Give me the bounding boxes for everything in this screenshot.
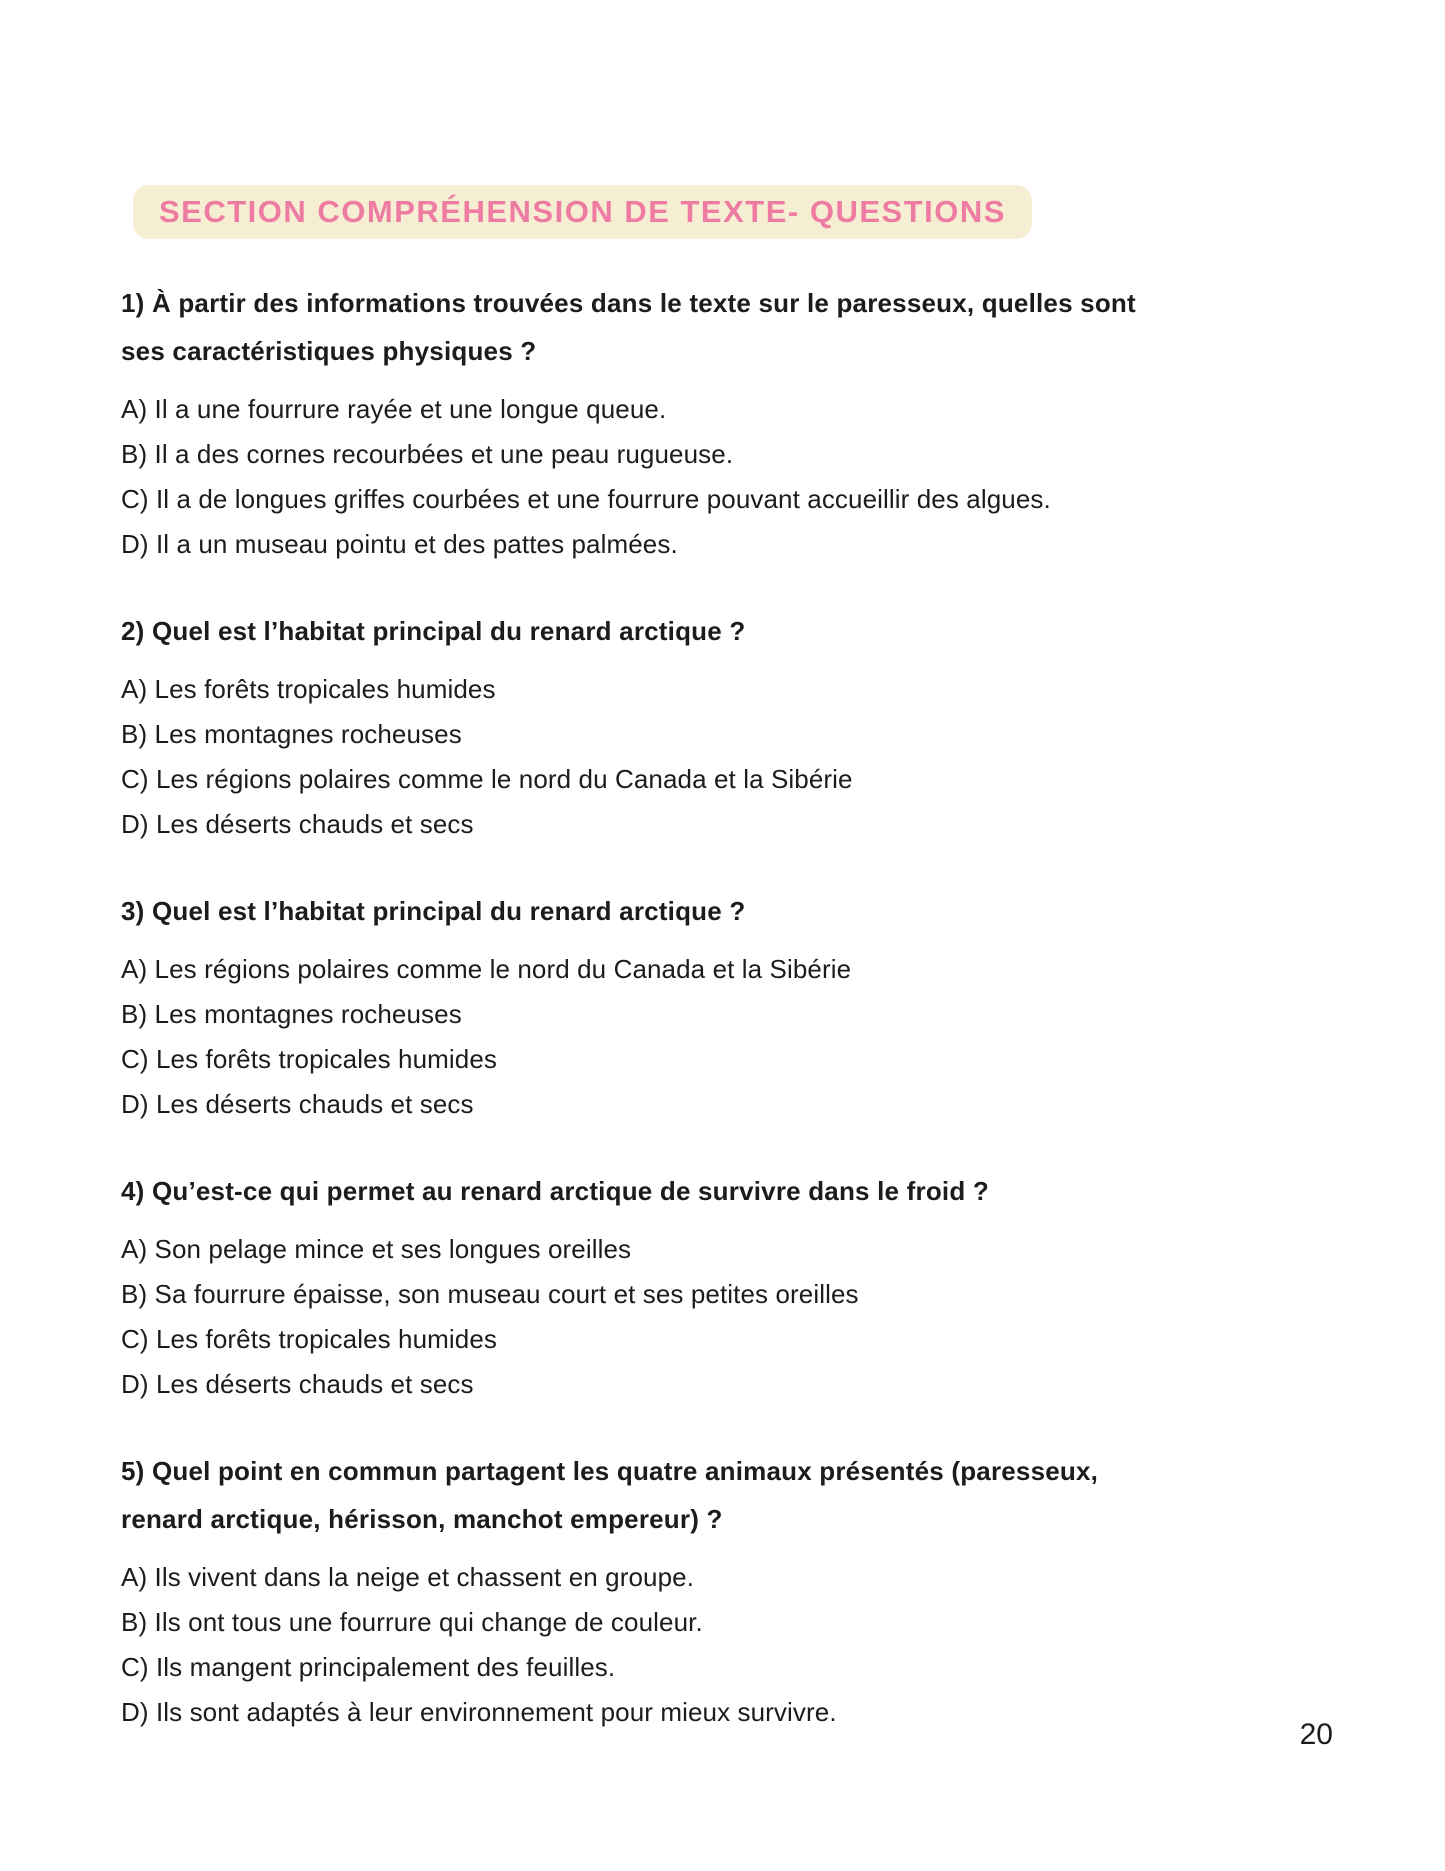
question-3 <box>121 887 1330 1127</box>
question-3-option-b: B) Les montagnes rocheuses <box>121 999 462 1029</box>
question-1-option-b: B) Il a des cornes recourbées et une peau rugueuse. <box>121 439 734 469</box>
section-header-badge: SECTION COMPRÉHENSION DE TEXTE- QUESTIONS <box>133 185 1032 239</box>
question-4-option-c: C) Les forêts tropicales humides <box>121 1324 498 1354</box>
question-2-options <box>121 667 1330 847</box>
question-4-option-b: B) Sa fourrure épaisse, son museau court et ses petites oreilles <box>121 1279 859 1309</box>
question-4-option-d: D) Les déserts chauds et secs <box>121 1369 474 1399</box>
question-2-option-a: A) Les forêts tropicales humides <box>121 674 496 704</box>
question-5-option-c: C) Ils mangent principalement des feuilles. <box>121 1652 616 1682</box>
question-1-option-c: C) Il a de longues griffes courbées et une fourrure pouvant accueillir des algues. <box>121 484 1051 514</box>
question-5 <box>121 1447 1330 1735</box>
question-4-options <box>121 1227 1330 1407</box>
question-3-option-a: A) Les régions polaires comme le nord du Canada et la Sibérie <box>121 954 852 984</box>
page-number: 20 <box>1299 1718 1333 1751</box>
question-3-option-c: C) Les forêts tropicales humides <box>121 1044 498 1074</box>
question-5-option-d: D) Ils sont adaptés à leur environnement pour mieux survivre. <box>121 1697 837 1727</box>
question-2 <box>121 607 1330 847</box>
question-4-prompt: 4) Qu’est-ce qui permet au renard arctique de survivre dans le froid ? <box>121 1176 989 1206</box>
question-3-prompt: 3) Quel est l’habitat principal du renard arctique ? <box>121 896 746 926</box>
question-1-prompt: 1) À partir des informations trouvées dans le texte sur le paresseux, quelles sont ses caractéristiques physiques ? <box>121 288 1136 366</box>
question-5-options <box>121 1555 1330 1735</box>
question-4 <box>121 1167 1330 1407</box>
question-2-option-b: B) Les montagnes rocheuses <box>121 719 462 749</box>
question-3-options <box>121 947 1330 1127</box>
question-5-option-b: B) Ils ont tous une fourrure qui change de couleur. <box>121 1607 703 1637</box>
question-5-option-a: A) Ils vivent dans la neige et chassent en groupe. <box>121 1562 695 1592</box>
question-1 <box>121 279 1330 567</box>
question-3-option-d: D) Les déserts chauds et secs <box>121 1089 474 1119</box>
question-5-prompt: 5) Quel point en commun partagent les quatre animaux présentés (paresseux, renard arctique, hérisson, manchot empereur) ? <box>121 1456 1099 1534</box>
question-1-option-d: D) Il a un museau pointu et des pattes palmées. <box>121 529 678 559</box>
question-2-option-d: D) Les déserts chauds et secs <box>121 809 474 839</box>
question-4-option-a: A) Son pelage mince et ses longues oreilles <box>121 1234 632 1264</box>
question-1-options <box>121 387 1330 567</box>
question-2-option-c: C) Les régions polaires comme le nord du Canada et la Sibérie <box>121 764 853 794</box>
question-2-prompt: 2) Quel est l’habitat principal du renard arctique ? <box>121 616 746 646</box>
question-1-option-a: A) Il a une fourrure rayée et une longue queue. <box>121 394 667 424</box>
